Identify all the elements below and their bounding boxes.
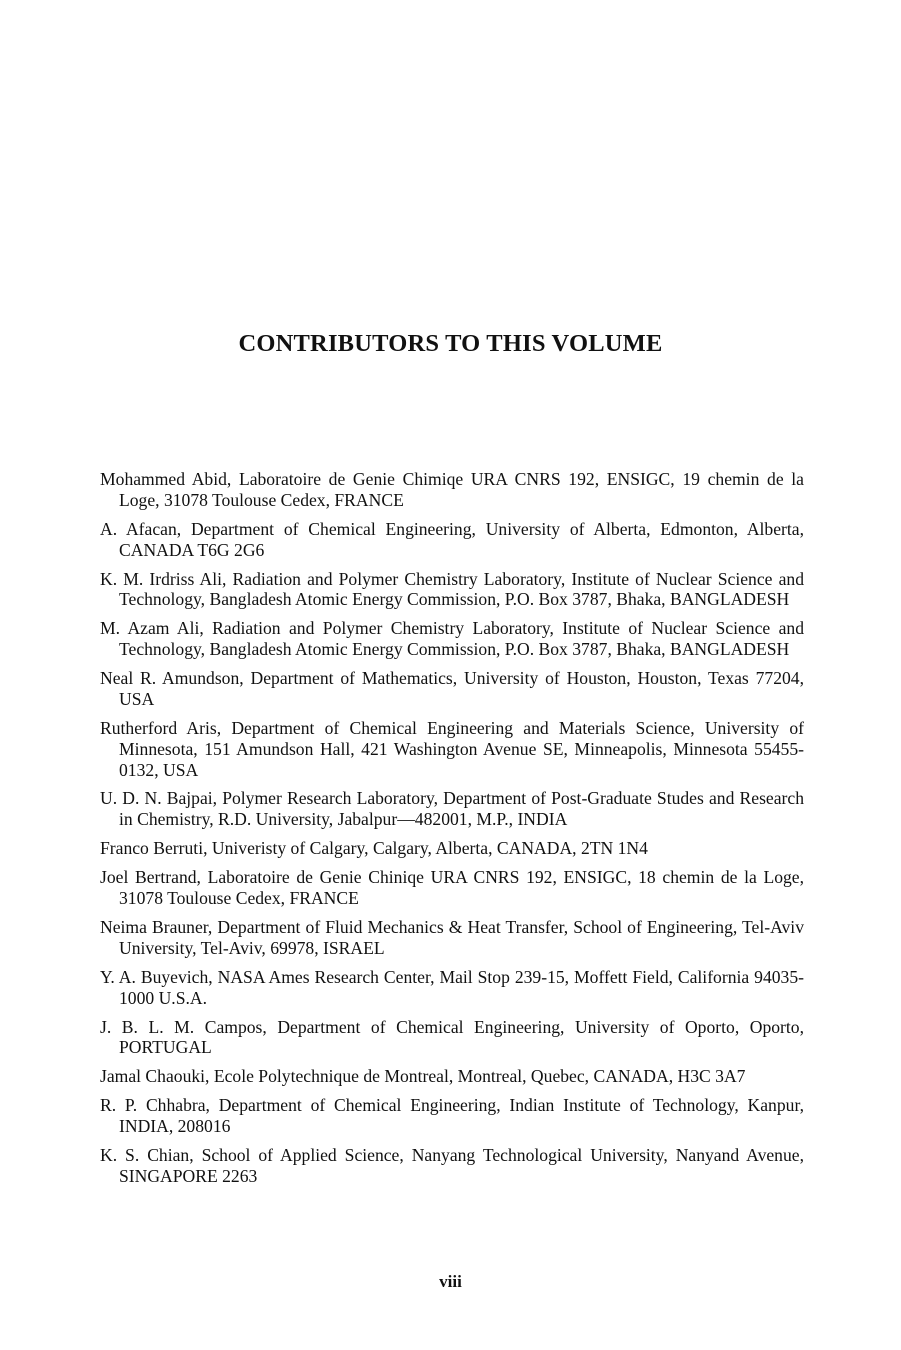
page-number: viii — [439, 1272, 462, 1291]
page-title: CONTRIBUTORS TO THIS VOLUME — [238, 330, 663, 357]
contributor-entry: Neima Brauner, Department of Fluid Mechanics & Heat Transfer, School of Engineering, Tel-Aviv University, Tel-Aviv, 69978, ISRAEL — [100, 917, 804, 958]
contributor-entry: K. S. Chian, School of Applied Science, Nanyang Technological University, Nanyand Avenue, SINGAPORE 2263 — [100, 1145, 804, 1186]
contributor-entry: Joel Bertrand, Laboratoire de Genie Chiniqe URA CNRS 192, ENSIGC, 18 chemin de la Loge, 31078 Toulouse Cedex, FRANCE — [100, 867, 804, 909]
contributor-entry: A. Afacan, Department of Chemical Engineering, University of Alberta, Edmonton, Alberta, CANADA T6G 2G6 — [100, 518, 804, 560]
contributor-entry: Rutherford Aris, Department of Chemical Engineering and Materials Science, University of Minnesota, 151 Amundson Hall, 421 Washington Avenue SE, Minneapolis, Minnesota 55455-0132, USA — [100, 717, 804, 780]
contributor-entry: J. B. L. M. Campos, Department of Chemical Engineering, University of Oporto, Oporto, PORTUGAL — [100, 1016, 804, 1058]
contributor-entry: Mohammed Abid, Laboratoire de Genie Chimiqe URA CNRS 192, ENSIGC, 19 chemin de la Loge, 31078 Toulouse Cedex, FRANCE — [100, 469, 804, 510]
contributor-entry: M. Azam Ali, Radiation and Polymer Chemistry Laboratory, Institute of Nuclear Science and Technology, Bangladesh Atomic Energy Commission, P.O. Box 3787, Bhaka, BANGLADESH — [100, 618, 804, 660]
contributor-entry: Franco Berruti, Univeristy of Calgary, Calgary, Alberta, CANADA, 2TN 1N4 — [100, 838, 648, 859]
contributor-entry: Neal R. Amundson, Department of Mathematics, University of Houston, Houston, Texas 77204, USA — [100, 668, 804, 709]
contributor-entry: U. D. N. Bajpai, Polymer Research Laboratory, Department of Post-Graduate Studes and Research in Chemistry, R.D. University, Jabalpur—482001, M.P., INDIA — [100, 788, 804, 830]
contributor-entry: Jamal Chaouki, Ecole Polytechnique de Montreal, Montreal, Quebec, CANADA, H3C 3A7 — [100, 1066, 746, 1087]
contributor-list — [100, 469, 804, 1195]
contributor-entry: Y. A. Buyevich, NASA Ames Research Center, Mail Stop 239-15, Moffett Field, California 94035-1000 U.S.A. — [100, 966, 804, 1008]
contributor-entry: R. P. Chhabra, Department of Chemical Engineering, Indian Institute of Technology, Kanpur, INDIA, 208016 — [100, 1095, 804, 1137]
contributor-entry: K. M. Irdriss Ali, Radiation and Polymer Chemistry Laboratory, Institute of Nuclear Science and Technology, Bangladesh Atomic Energy Commission, P.O. Box 3787, Bhaka, BANGLADESH — [100, 568, 804, 610]
